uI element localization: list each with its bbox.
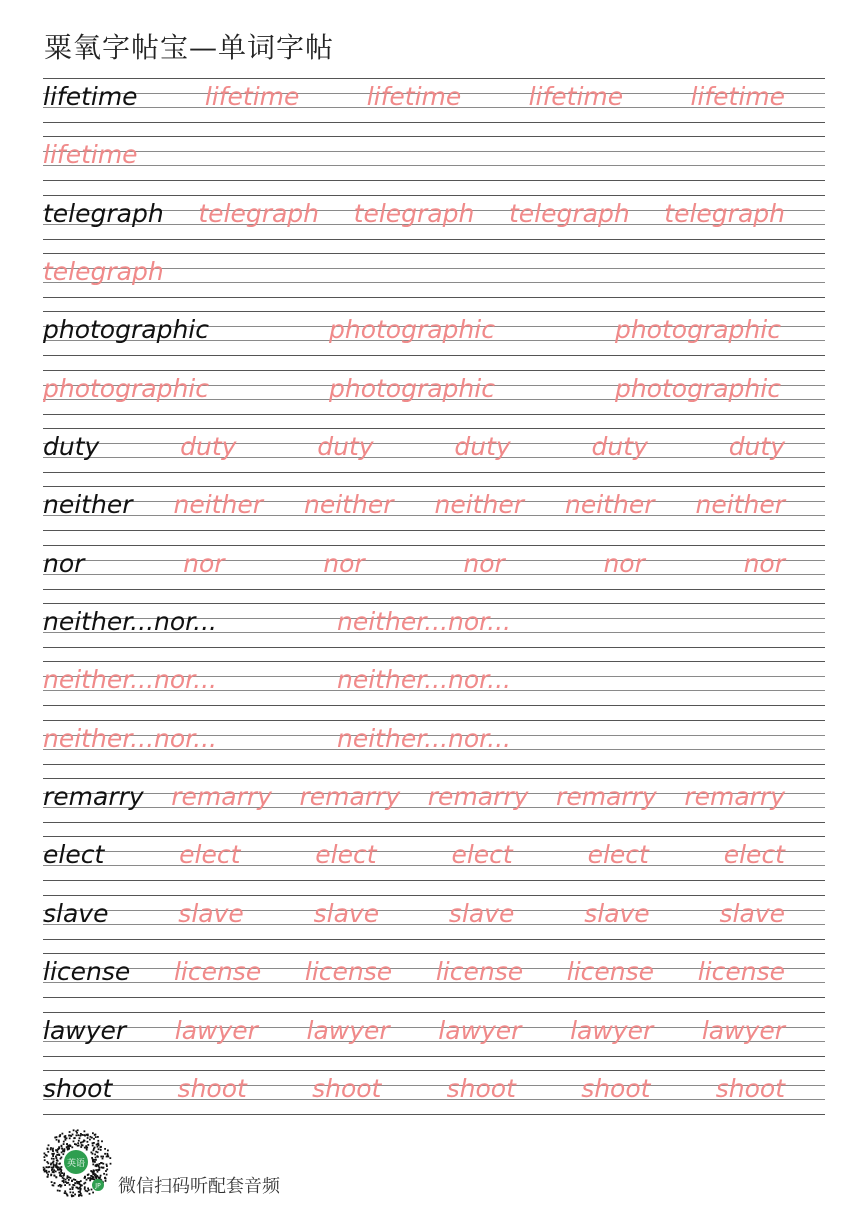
guide-line bbox=[43, 574, 825, 575]
practice-row bbox=[43, 836, 825, 894]
trace-word: lawyer bbox=[174, 1015, 258, 1045]
practice-row bbox=[43, 1070, 825, 1128]
trace-word: photographic bbox=[614, 315, 781, 345]
model-word: duty bbox=[43, 432, 100, 462]
guide-line bbox=[43, 661, 825, 662]
guide-line bbox=[43, 151, 825, 152]
model-word: neither bbox=[43, 490, 133, 520]
trace-word: duty bbox=[180, 432, 237, 462]
trace-word: slave bbox=[719, 898, 785, 928]
trace-word: lifetime bbox=[204, 82, 300, 111]
qr-code-icon[interactable] bbox=[40, 1126, 112, 1198]
practice-rows bbox=[43, 78, 825, 1128]
trace-word: telegraph bbox=[353, 198, 475, 228]
model-word: nor bbox=[43, 548, 85, 578]
trace-word: photographic bbox=[614, 373, 781, 403]
model-word: lifetime bbox=[43, 82, 138, 111]
page-title: 粟氧字帖宝—单词字帖 bbox=[44, 31, 335, 64]
practice-row bbox=[43, 311, 825, 369]
trace-word: remarry bbox=[684, 782, 785, 812]
guide-line bbox=[43, 647, 825, 648]
model-word: elect bbox=[43, 840, 105, 870]
guide-line bbox=[43, 122, 825, 123]
guide-line bbox=[43, 428, 825, 429]
footer-caption: 微信扫码听配套音频 bbox=[118, 1176, 280, 1197]
trace-word: nor bbox=[323, 548, 365, 578]
guide-line bbox=[43, 78, 825, 79]
guide-line bbox=[43, 851, 825, 852]
trace-word: neither...nor... bbox=[43, 723, 217, 753]
practice-row bbox=[43, 661, 825, 719]
trace-word: elect bbox=[587, 840, 649, 870]
trace-word: duty bbox=[454, 432, 511, 462]
trace-word: lawyer bbox=[701, 1015, 785, 1045]
qr-badge-label: 英语 bbox=[66, 1159, 86, 1169]
practice-row bbox=[43, 603, 825, 661]
model-word: neither...nor... bbox=[43, 607, 217, 637]
practice-row bbox=[43, 78, 825, 136]
trace-word: lawyer bbox=[306, 1015, 390, 1045]
trace-word: duty bbox=[728, 432, 785, 462]
trace-word: neither bbox=[304, 490, 394, 520]
trace-word: shoot bbox=[446, 1073, 516, 1103]
guide-line bbox=[43, 1085, 825, 1086]
guide-line bbox=[43, 589, 825, 590]
trace-word: neither...nor... bbox=[337, 607, 511, 637]
trace-word: telegraph bbox=[198, 198, 320, 228]
trace-word: lifetime bbox=[366, 82, 462, 111]
practice-row bbox=[43, 136, 825, 194]
guide-line bbox=[43, 865, 825, 866]
trace-word: duty bbox=[317, 432, 374, 462]
practice-row bbox=[43, 720, 825, 778]
trace-word: license bbox=[304, 957, 393, 987]
trace-word: nor bbox=[603, 548, 645, 578]
practice-row bbox=[43, 370, 825, 428]
model-word: slave bbox=[43, 898, 109, 928]
trace-word: elect bbox=[315, 840, 377, 870]
trace-word: elect bbox=[451, 840, 513, 870]
guide-line bbox=[43, 414, 825, 415]
trace-word: license bbox=[173, 957, 262, 987]
trace-word: license bbox=[566, 957, 655, 987]
practice-row bbox=[43, 253, 825, 311]
trace-word: duty bbox=[591, 432, 648, 462]
guide-line bbox=[43, 836, 825, 837]
practice-row bbox=[43, 486, 825, 544]
trace-word: shoot bbox=[312, 1073, 382, 1103]
trace-word: remarry bbox=[556, 782, 657, 812]
trace-word: lawyer bbox=[438, 1015, 522, 1045]
guide-line bbox=[43, 457, 825, 458]
model-word: shoot bbox=[43, 1073, 113, 1103]
guide-line bbox=[43, 778, 825, 779]
guide-line bbox=[43, 545, 825, 546]
qr-corner-label: JP bbox=[95, 1182, 101, 1190]
practice-row bbox=[43, 1012, 825, 1070]
guide-line bbox=[43, 180, 825, 181]
model-word: lawyer bbox=[43, 1015, 127, 1045]
trace-word: neither...nor... bbox=[43, 665, 217, 695]
trace-word: nor bbox=[463, 548, 505, 578]
guide-line bbox=[43, 1070, 825, 1071]
trace-word: slave bbox=[313, 898, 380, 928]
guide-line bbox=[43, 472, 825, 473]
guide-line bbox=[43, 1056, 825, 1057]
guide-line bbox=[43, 560, 825, 561]
guide-line bbox=[43, 1099, 825, 1100]
trace-word: remarry bbox=[171, 782, 272, 812]
guide-line bbox=[43, 720, 825, 721]
trace-word: photographic bbox=[328, 373, 495, 403]
guide-line bbox=[43, 1114, 825, 1115]
footer bbox=[40, 1126, 440, 1206]
trace-word: lifetime bbox=[528, 82, 624, 111]
guide-line bbox=[43, 764, 825, 765]
trace-word: nor bbox=[183, 548, 225, 578]
trace-word: license bbox=[435, 957, 524, 987]
trace-word: telegraph bbox=[43, 257, 164, 287]
trace-word: telegraph bbox=[664, 198, 785, 228]
practice-row bbox=[43, 953, 825, 1011]
guide-line bbox=[43, 939, 825, 940]
trace-word: slave bbox=[448, 898, 515, 928]
guide-line bbox=[43, 136, 825, 137]
guide-line bbox=[43, 486, 825, 487]
guide-line bbox=[43, 370, 825, 371]
trace-word: elect bbox=[179, 840, 241, 870]
guide-line bbox=[43, 530, 825, 531]
guide-line bbox=[43, 910, 825, 911]
guide-line bbox=[43, 880, 825, 881]
practice-row bbox=[43, 895, 825, 953]
trace-word: neither bbox=[173, 490, 263, 520]
guide-line bbox=[43, 165, 825, 166]
trace-word: nor bbox=[743, 548, 785, 578]
trace-word: neither...nor... bbox=[337, 723, 511, 753]
trace-word: license bbox=[697, 957, 785, 987]
trace-word: lifetime bbox=[43, 140, 138, 170]
guide-line bbox=[43, 953, 825, 954]
guide-line bbox=[43, 253, 825, 254]
guide-line bbox=[43, 895, 825, 896]
trace-word: elect bbox=[723, 840, 785, 870]
model-word: remarry bbox=[43, 782, 144, 812]
trace-word: slave bbox=[584, 898, 650, 928]
practice-row bbox=[43, 545, 825, 603]
guide-line bbox=[43, 311, 825, 312]
guide-line bbox=[43, 443, 825, 444]
trace-word: photographic bbox=[328, 315, 495, 345]
trace-word: remarry bbox=[427, 782, 529, 812]
trace-word: lawyer bbox=[570, 1015, 654, 1045]
practice-row bbox=[43, 778, 825, 836]
guide-line bbox=[43, 705, 825, 706]
guide-line bbox=[43, 1012, 825, 1013]
model-word: telegraph bbox=[43, 198, 164, 228]
trace-word: shoot bbox=[581, 1073, 651, 1103]
guide-line bbox=[43, 239, 825, 240]
trace-word: neither bbox=[565, 490, 655, 520]
trace-word: neither bbox=[434, 490, 524, 520]
model-word: photographic bbox=[43, 315, 209, 345]
trace-word: slave bbox=[178, 898, 244, 928]
guide-line bbox=[43, 924, 825, 925]
guide-line bbox=[43, 355, 825, 356]
trace-word: remarry bbox=[299, 782, 401, 812]
trace-word: lifetime bbox=[690, 82, 785, 111]
guide-line bbox=[43, 603, 825, 604]
trace-word: neither...nor... bbox=[337, 665, 511, 695]
practice-row bbox=[43, 428, 825, 486]
guide-line bbox=[43, 297, 825, 298]
trace-word: neither bbox=[695, 490, 785, 520]
model-word: license bbox=[43, 957, 131, 987]
trace-word: shoot bbox=[715, 1073, 785, 1103]
trace-word: shoot bbox=[177, 1073, 247, 1103]
trace-word: telegraph bbox=[508, 198, 630, 228]
practice-row bbox=[43, 195, 825, 253]
trace-word: photographic bbox=[43, 373, 209, 403]
guide-line bbox=[43, 997, 825, 998]
guide-line bbox=[43, 822, 825, 823]
guide-line bbox=[43, 195, 825, 196]
